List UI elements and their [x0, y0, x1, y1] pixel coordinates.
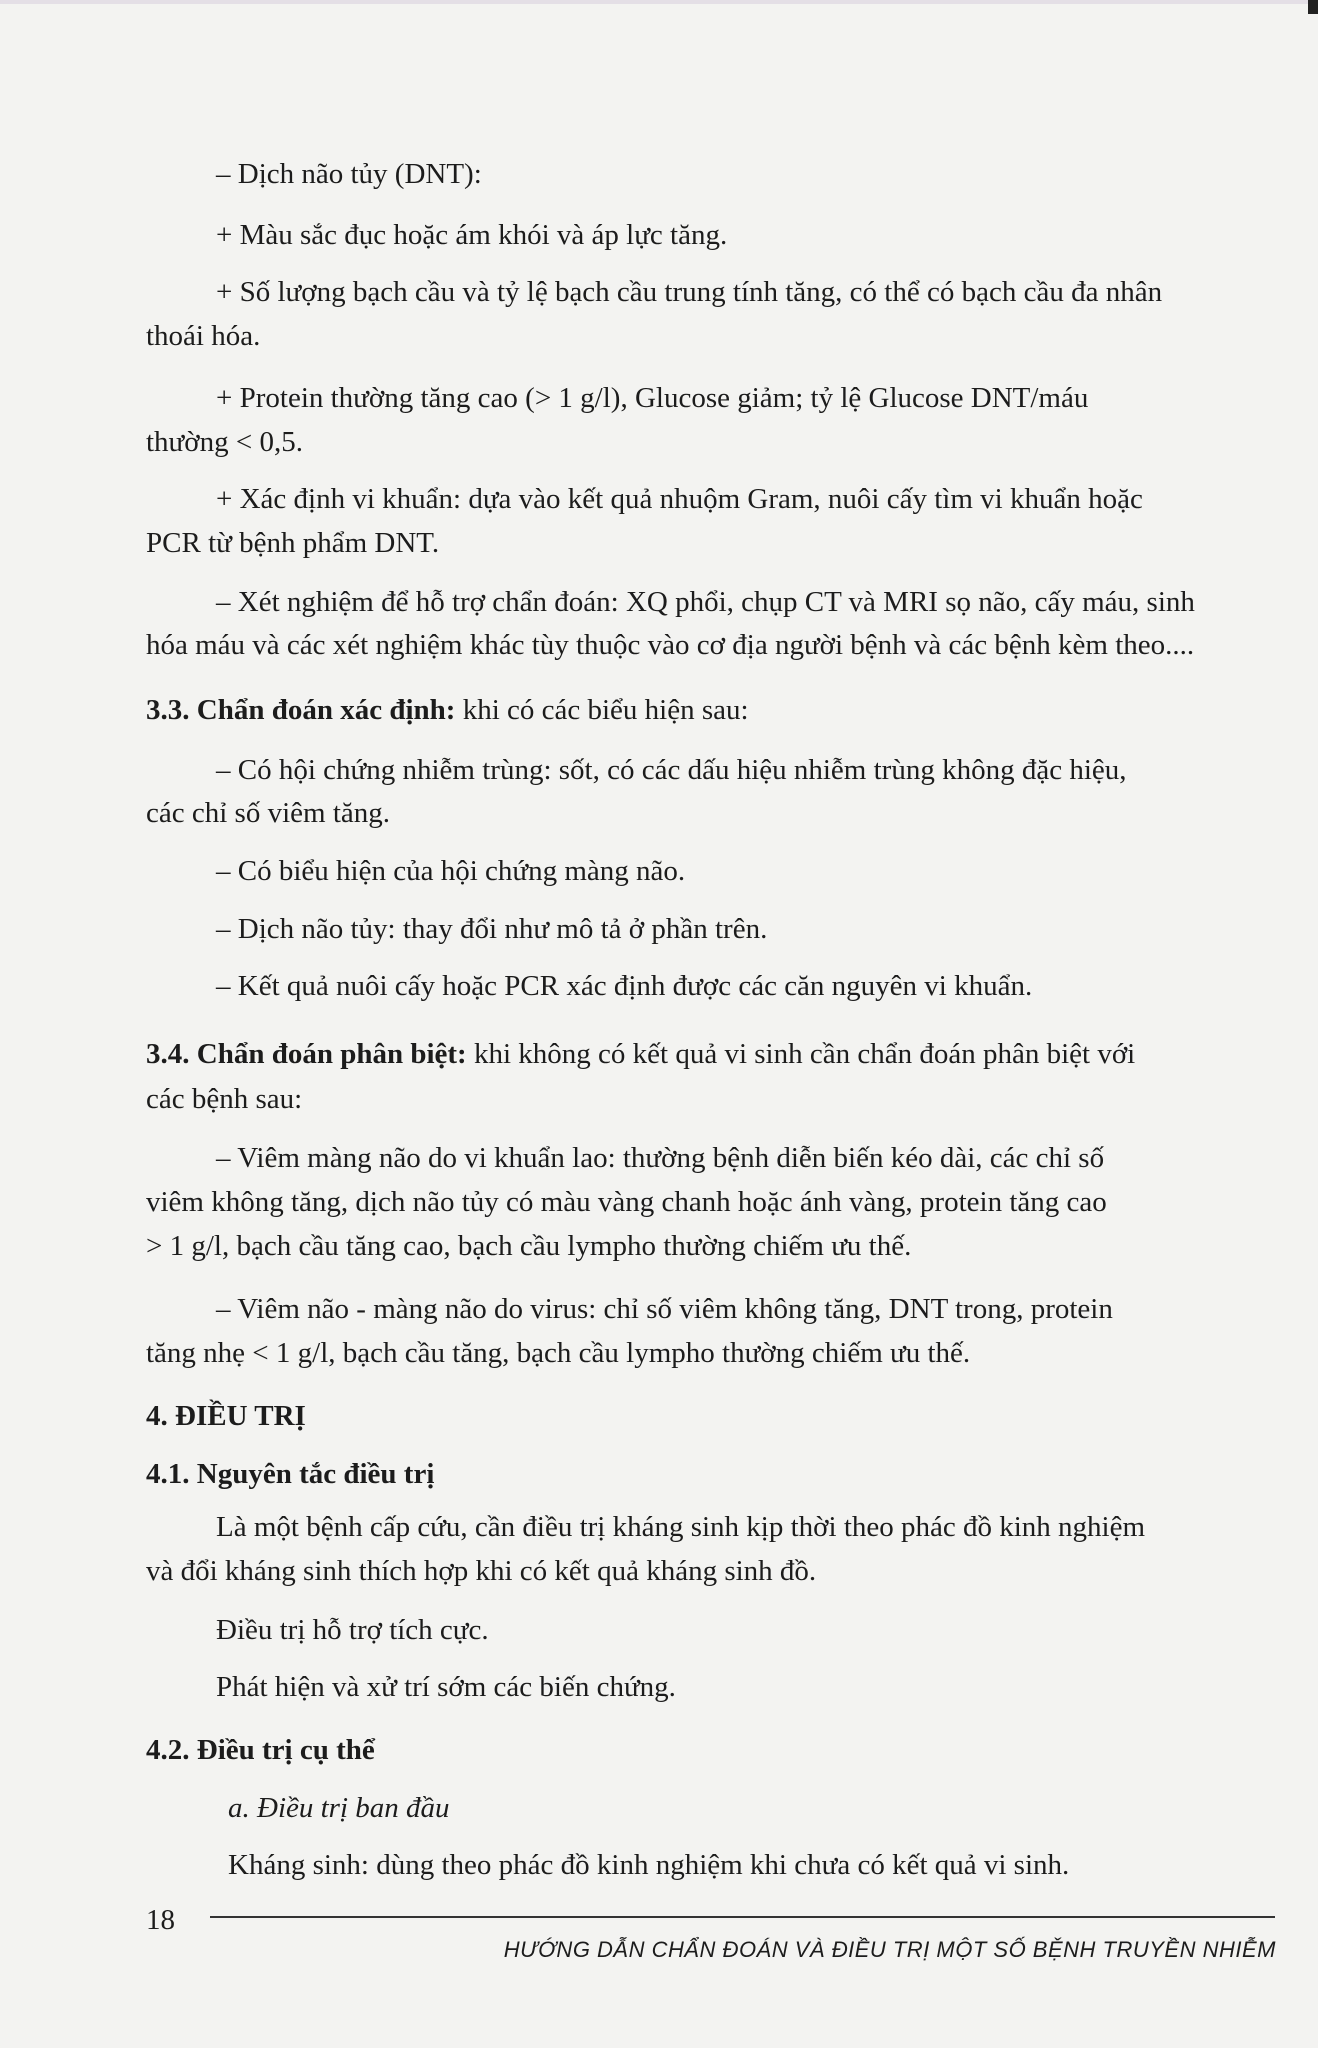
bullet-tb-meningitis-cont-2: > 1 g/l, bạch cầu tăng cao, bạch cầu lympho thường chiếm ưu thế.: [146, 1230, 912, 1262]
para-emergency-cont: và đổi kháng sinh thích hợp khi có kết quả kháng sinh đồ.: [146, 1555, 817, 1587]
heading-3-3-label: 3.3. Chẩn đoán xác định:: [146, 694, 456, 726]
footer-running-title: HƯỚNG DẪN CHẨN ĐOÁN VÀ ĐIỀU TRỊ MỘT SỐ BỆNH TRUYỀN NHIỄM: [503, 1937, 1276, 1962]
heading-3-3: [146, 688, 749, 732]
bullet-supporting-tests: – Xét nghiệm để hỗ trợ chẩn đoán: XQ phổi, chụp CT và MRI sọ não, cấy máu, sinh: [216, 586, 1195, 618]
bullet-infection-syndrome: – Có hội chứng nhiễm trùng: sốt, có các dấu hiệu nhiễm trùng không đặc hiệu,: [216, 754, 1127, 786]
heading-4-2: 4.2. Điều trị cụ thể: [146, 1734, 375, 1766]
heading-4-2-a: a. Điều trị ban đầu: [228, 1792, 450, 1824]
item-leukocytes-cont: thoái hóa.: [146, 320, 261, 352]
bullet-viral-meningitis: – Viêm não - màng não do virus: chỉ số viêm không tăng, DNT trong, protein: [216, 1293, 1113, 1325]
bullet-culture-pcr: – Kết quả nuôi cấy hoặc PCR xác định được các căn nguyên vi khuẩn.: [216, 970, 1033, 1002]
item-bacteria: + Xác định vi khuẩn: dựa vào kết quả nhuộm Gram, nuôi cấy tìm vi khuẩn hoặc: [216, 483, 1143, 515]
para-emergency: Là một bệnh cấp cứu, cần điều trị kháng sinh kịp thời theo phác đồ kinh nghiệm: [216, 1511, 1146, 1543]
footer-rule: [210, 1916, 1275, 1918]
heading-4: 4. ĐIỀU TRỊ: [146, 1400, 306, 1432]
bullet-meningeal-syndrome: – Có biểu hiện của hội chứng màng não.: [216, 855, 686, 887]
item-protein: + Protein thường tăng cao (> 1 g/l), Glucose giảm; tỷ lệ Glucose DNT/máu: [216, 382, 1089, 414]
bullet-infection-syndrome-cont: các chỉ số viêm tăng.: [146, 797, 390, 829]
page-top-edge: [0, 0, 1318, 4]
heading-4-1: 4.1. Nguyên tắc điều trị: [146, 1458, 435, 1490]
bullet-viral-meningitis-cont: tăng nhẹ < 1 g/l, bạch cầu tăng, bạch cầu lympho thường chiếm ưu thế.: [146, 1337, 971, 1369]
item-leukocytes: + Số lượng bạch cầu và tỷ lệ bạch cầu trung tính tăng, có thể có bạch cầu đa nhân: [216, 276, 1163, 308]
item-bacteria-cont: PCR từ bệnh phẩm DNT.: [146, 527, 440, 559]
para-complications: Phát hiện và xử trí sớm các biến chứng.: [216, 1671, 676, 1703]
heading-3-4: [146, 1032, 1262, 1076]
bullet-dnt: – Dịch não tủy (DNT):: [216, 158, 482, 190]
para-antibiotics: Kháng sinh: dùng theo phác đồ kinh nghiệm khi chưa có kết quả vi sinh.: [228, 1849, 1070, 1881]
heading-3-4-text: khi không có kết quả vi sinh cần chẩn đoán phân biệt với: [466, 1038, 1136, 1070]
page-number: 18: [146, 1904, 175, 1936]
bullet-supporting-tests-cont: hóa máu và các xét nghiệm khác tùy thuộc vào cơ địa người bệnh và các bệnh kèm theo....: [146, 629, 1195, 661]
page-corner-mark: [1308, 0, 1318, 14]
item-protein-cont: thường < 0,5.: [146, 426, 303, 458]
heading-3-4-cont: các bệnh sau:: [146, 1083, 303, 1115]
item-color: + Màu sắc đục hoặc ám khói và áp lực tăng.: [216, 219, 728, 251]
bullet-csf-changes: – Dịch não tủy: thay đổi như mô tả ở phần trên.: [216, 913, 768, 945]
bullet-tb-meningitis: – Viêm màng não do vi khuẩn lao: thường bệnh diễn biến kéo dài, các chỉ số: [216, 1142, 1105, 1174]
heading-3-3-text: khi có các biểu hiện sau:: [455, 694, 749, 726]
para-supportive: Điều trị hỗ trợ tích cực.: [216, 1614, 489, 1646]
heading-3-4-label: 3.4. Chẩn đoán phân biệt:: [146, 1038, 467, 1070]
bullet-tb-meningitis-cont-1: viêm không tăng, dịch não tủy có màu vàng chanh hoặc ánh vàng, protein tăng cao: [146, 1186, 1107, 1218]
